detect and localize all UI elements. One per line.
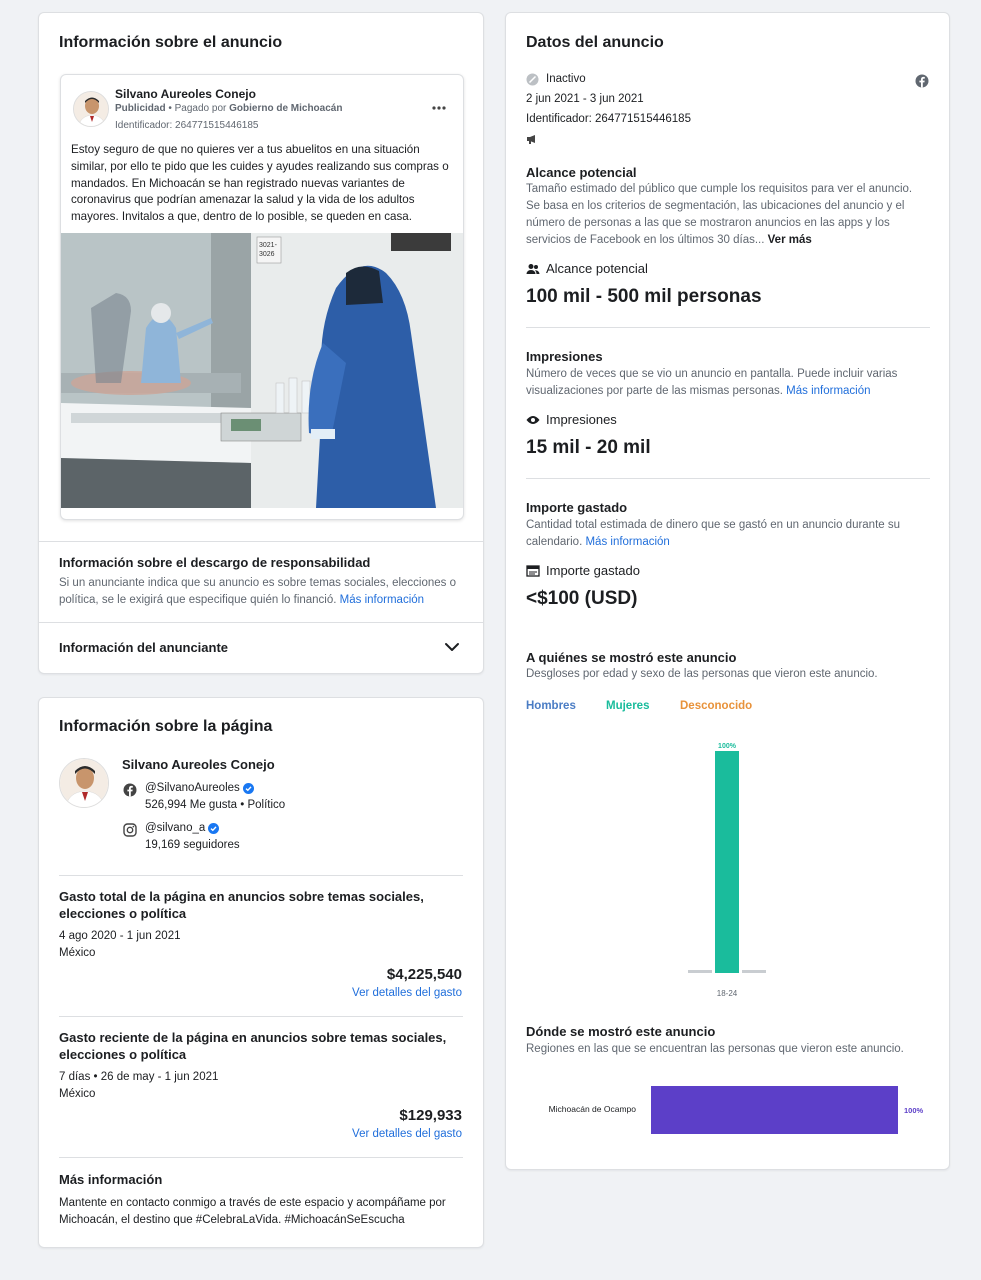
impressions-value: 15 mil - 20 mil <box>526 437 651 458</box>
instagram-stats: 19,169 seguidores <box>145 839 240 851</box>
regions-description: Regiones en las que se encuentran las personas que vieron este anuncio. <box>526 1043 904 1055</box>
ad-run-dates: 2 jun 2021 - 3 jun 2021 <box>526 93 644 105</box>
spend-value: <$100 (USD) <box>526 588 638 609</box>
post-image-room-sign-line2: 3026 <box>259 251 275 258</box>
impressions-more-info-link[interactable]: Más información <box>786 385 871 397</box>
age-bar-hombres <box>688 970 712 973</box>
impressions-label: Impresiones <box>546 412 617 427</box>
ad-data-card <box>505 12 950 1170</box>
recent-spend-heading: Gasto reciente de la página en anuncios sobre temas sociales, elecciones o política <box>59 1030 447 1062</box>
instagram-handle-text: @silvano_a <box>145 822 206 834</box>
total-spend-details-link[interactable]: Ver detalles del gasto <box>352 987 462 999</box>
post-author-avatar[interactable] <box>73 91 109 127</box>
total-spend-dates: 4 ago 2020 - 1 jun 2021 <box>59 930 181 942</box>
spend-more-info-link[interactable]: Más información <box>585 536 670 548</box>
total-spend-country: México <box>59 947 96 959</box>
ad-identifier: Identificador: 264771515446185 <box>526 113 691 125</box>
post-author-name[interactable]: Silvano Aureoles Conejo <box>115 87 256 101</box>
platform-facebook-icon <box>915 74 929 88</box>
reach-value: 100 mil - 500 mil personas <box>526 286 762 307</box>
age-bar-desconocido <box>742 970 766 973</box>
page-info-divider-2 <box>59 1016 463 1017</box>
facebook-icon <box>123 783 137 797</box>
ad-data-divider-1 <box>526 327 930 328</box>
ad-data-divider-2 <box>526 478 930 479</box>
ad-post-preview <box>60 74 464 520</box>
chevron-down-icon[interactable] <box>443 638 461 656</box>
region-category-label: Michoacán de Ocampo <box>548 1104 636 1114</box>
post-sponsored-label: Publicidad <box>115 103 166 114</box>
impressions-heading: Impresiones <box>526 349 603 364</box>
legend-unknown[interactable]: Desconocido <box>680 700 753 712</box>
legend-men[interactable]: Hombres <box>526 700 576 712</box>
facebook-stats: 526,994 Me gusta • Político <box>145 799 286 811</box>
receipt-icon <box>526 565 540 577</box>
instagram-handle[interactable] <box>145 822 219 834</box>
page-info-card <box>38 697 484 1248</box>
recent-spend-amount: $129,933 <box>399 1107 462 1124</box>
spend-label: Importe gastado <box>546 563 640 578</box>
page-name[interactable]: Silvano Aureoles Conejo <box>122 757 275 772</box>
impressions-text: Número de veces que se vio un anuncio en pantalla. Puede incluir varias visualizaciones por parte de las mismas personas. <box>526 368 898 397</box>
advertiser-info-heading: Información del anunciante <box>59 640 229 655</box>
reach-metric-label <box>526 261 648 276</box>
ad-status: Inactivo <box>546 73 586 85</box>
spend-description <box>526 517 926 551</box>
audience-heading: A quiénes se mostró este anuncio <box>526 650 737 665</box>
page-avatar[interactable] <box>59 758 109 808</box>
post-image[interactable] <box>61 233 463 508</box>
reach-see-more-link[interactable]: Ver más <box>767 234 812 246</box>
ad-info-title: Información sobre el anuncio <box>59 34 283 51</box>
instagram-icon <box>123 823 137 837</box>
ad-info-card <box>38 12 484 674</box>
reach-description <box>526 181 926 249</box>
impressions-metric-label <box>526 412 617 427</box>
region-data-label: 100% <box>904 1106 924 1115</box>
inactive-status-icon <box>526 73 539 86</box>
reach-text: Tamaño estimado del público que cumple los requisitos para ver el anuncio. Se basa en los criterios de segmentación, las ubicaciones del anuncio y el número de personas a las que se mostraron anuncios en las apps y los servicios de Facebook en los últimos 30 días... <box>526 183 913 246</box>
impressions-description <box>526 366 926 400</box>
advertiser-info-toggle[interactable] <box>59 636 463 660</box>
post-body-text: Estoy seguro de que no quieres ver a tus abuelitos en una situación similar, por ello te pido que les cuides y ayudes realizando sus compras o mandados. En Michoacán se han registrado nuevas variantes de coronavirus que podrían amenazar la salud y la vida de los adultos mayores. Invitalos a que, dentro de lo posible, se queden en casa. <box>71 143 449 224</box>
disclaimer-body: Si un anunciante indica que su anuncio es sobre temas sociales, elecciones o política, se le exigirá que especifique quién lo financió. <box>59 577 456 606</box>
post-sponsor-line <box>115 103 342 114</box>
regions-heading: Dónde se mostró este anuncio <box>526 1024 716 1039</box>
post-identifier: Identificador: 264771515446185 <box>115 120 259 131</box>
age-gender-chart <box>506 723 951 1008</box>
spend-text: Cantidad total estimada de dinero que se gastó en un anuncio durante su calendario. <box>526 519 901 548</box>
age-tick-label: 18-24 <box>716 989 738 998</box>
age-bar-mujeres <box>715 751 739 973</box>
verified-badge-icon <box>208 823 219 834</box>
recent-spend-details-link[interactable]: Ver detalles del gasto <box>352 1128 462 1140</box>
page-info-divider-1 <box>59 875 463 876</box>
disclaimer-text <box>59 575 469 609</box>
total-spend-heading: Gasto total de la página en anuncios sobre temas sociales, elecciones o política <box>59 889 424 921</box>
post-paid-by-prefix: • Pagado por <box>165 103 230 114</box>
page-info-divider-3 <box>59 1157 463 1158</box>
post-paid-by: Gobierno de Michoacán <box>229 103 343 114</box>
ad-info-divider-1 <box>39 541 483 542</box>
facebook-handle[interactable] <box>145 782 254 794</box>
region-chart <box>506 1078 951 1148</box>
post-more-options-icon[interactable] <box>429 101 449 115</box>
age-bar-data-label: 100% <box>718 743 736 750</box>
reach-heading: Alcance potencial <box>526 165 637 180</box>
megaphone-icon <box>526 131 538 141</box>
total-spend-amount: $4,225,540 <box>386 966 462 983</box>
page-info-title: Información sobre la página <box>59 718 273 735</box>
ad-info-divider-2 <box>39 622 483 623</box>
region-bar <box>651 1086 898 1134</box>
spend-heading: Importe gastado <box>526 500 628 515</box>
disclaimer-more-info-link[interactable]: Más información <box>339 594 425 606</box>
reach-label: Alcance potencial <box>546 261 648 276</box>
audience-description: Desgloses por edad y sexo de las personas que vieron este anuncio. <box>526 668 878 680</box>
legend-women[interactable]: Mujeres <box>606 700 650 712</box>
recent-spend-country: México <box>59 1088 96 1100</box>
more-info-text: Mantente en contacto conmigo a través de este espacio y acompáñame por Michoacán, el destino que #CelebraLaVida. #MichoacánSeEscucha <box>59 1197 446 1226</box>
facebook-handle-text: @SilvanoAureoles <box>145 782 240 794</box>
verified-badge-icon <box>243 783 254 794</box>
people-icon <box>526 263 540 275</box>
more-info-heading: Más información <box>59 1172 163 1187</box>
eye-icon <box>526 415 540 425</box>
recent-spend-dates: 7 días • 26 de may - 1 jun 2021 <box>59 1071 219 1083</box>
post-image-room-sign-line1: 3021- <box>259 242 277 249</box>
ad-data-title: Datos del anuncio <box>526 34 664 51</box>
disclaimer-heading: Información sobre el descargo de responsabilidad <box>59 555 371 570</box>
spend-metric-label <box>526 563 640 578</box>
